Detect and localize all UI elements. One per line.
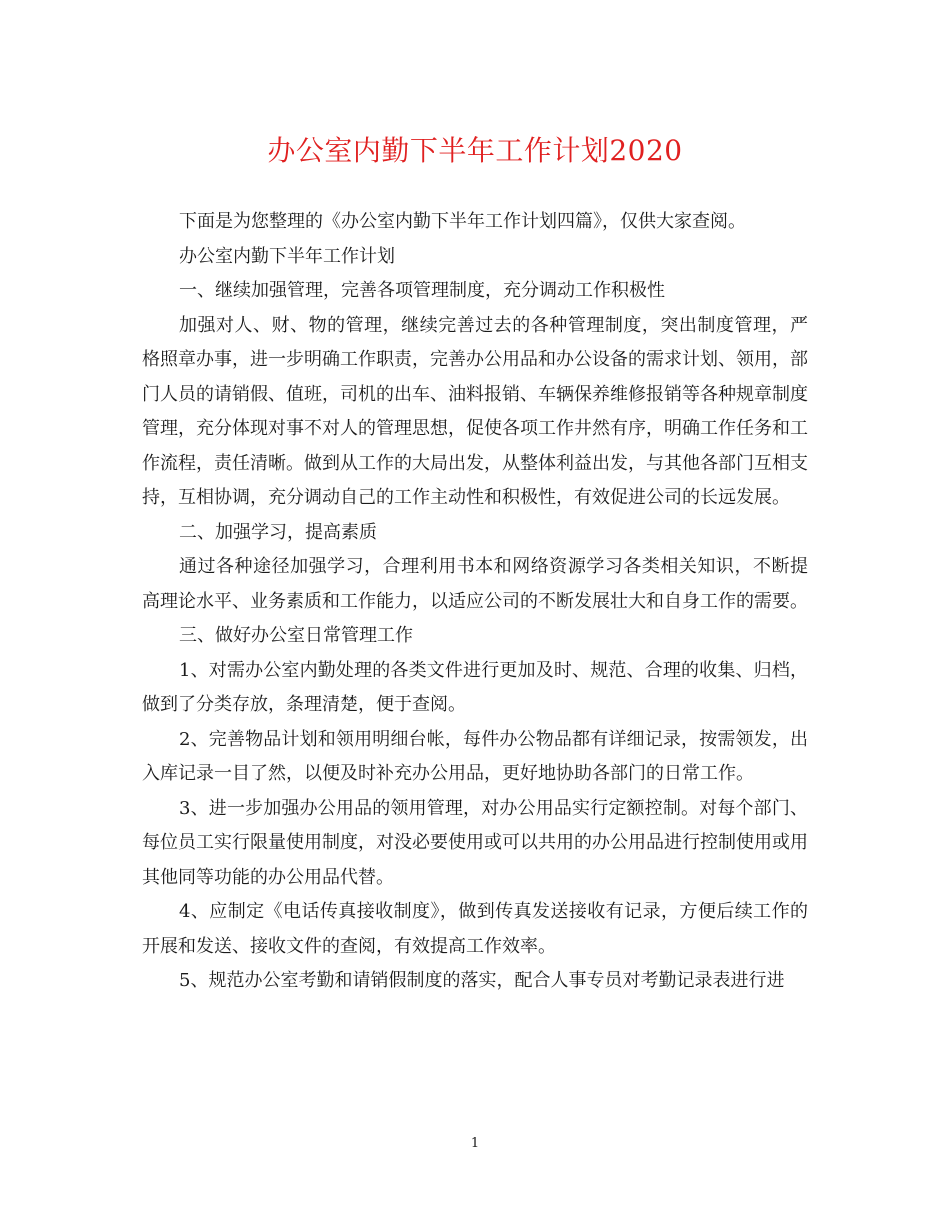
paragraph-intro: 下面是为您整理的《办公室内勤下半年工作计划四篇》，仅供大家查阅。: [179, 211, 746, 232]
list-item-5: 5、规范办公室考勤和请销假制度的落实，配合人事专员对考勤记录表进行进: [179, 970, 785, 991]
list-item-1: 1、对需办公室内勤处理的各类文件进行更加及时、规范、合理的收集、归档，做到了分类存放，条理清楚，便于查阅。: [142, 659, 808, 715]
section-heading-1: 一、继续加强管理，完善各项管理制度，充分调动工作积极性: [179, 280, 665, 301]
paragraph-subtitle: 办公室内勤下半年工作计划: [179, 245, 395, 267]
document-body: [142, 205, 808, 999]
section-heading-3: 三、做好办公室日常管理工作: [179, 625, 413, 646]
list-item-2: 2、完善物品计划和领用明细台帐，每件办公物品都有详细记录，按需领发，出入库记录一目了然，以便及时补充办公用品，更好地协助各部门的日常工作。: [142, 728, 808, 784]
paragraph-section-1: 加强对人、财、物的管理，继续完善过去的各种管理制度，突出制度管理，严格照章办事，进一步明确工作职责，完善办公用品和办公设备的需求计划、领用，部门人员的请销假、值班，司机的出车、油料报销、车辆保养维修报销等各种规章制度管理，充分体现对事不对人的管理思想，促使各项工作井然有序，明确工作任务和工作流程，责任清晰。做到从工作的大局出发，从整体利益出发，与其他各部门互相支持，互相协调，充分调动自己的工作主动性和积极性，有效促进公司的长远发展。: [142, 314, 808, 508]
paragraph-section-2: 通过各种途径加强学习，合理利用书本和网络资源学习各类相关知识，不断提高理论水平、业务素质和工作能力，以适应公司的不断发展壮大和自身工作的需要。: [142, 556, 808, 612]
page-number: 1: [470, 1136, 480, 1151]
list-item-3: 3、进一步加强办公用品的领用管理，对办公用品实行定额控制。对每个部门、每位员工实行限量使用制度，对没必要使用或可以共用的办公用品进行控制使用或用其他同等功能的办公用品代替。: [142, 797, 808, 888]
list-item-4: 4、应制定《电话传真接收制度》，做到传真发送接收有记录，方便后续工作的开展和发送、接收文件的查阅，有效提高工作效率。: [142, 901, 808, 957]
section-heading-2: 二、加强学习，提高素质: [179, 521, 377, 543]
document-title: 办公室内勤下半年工作计划2020: [267, 134, 683, 167]
